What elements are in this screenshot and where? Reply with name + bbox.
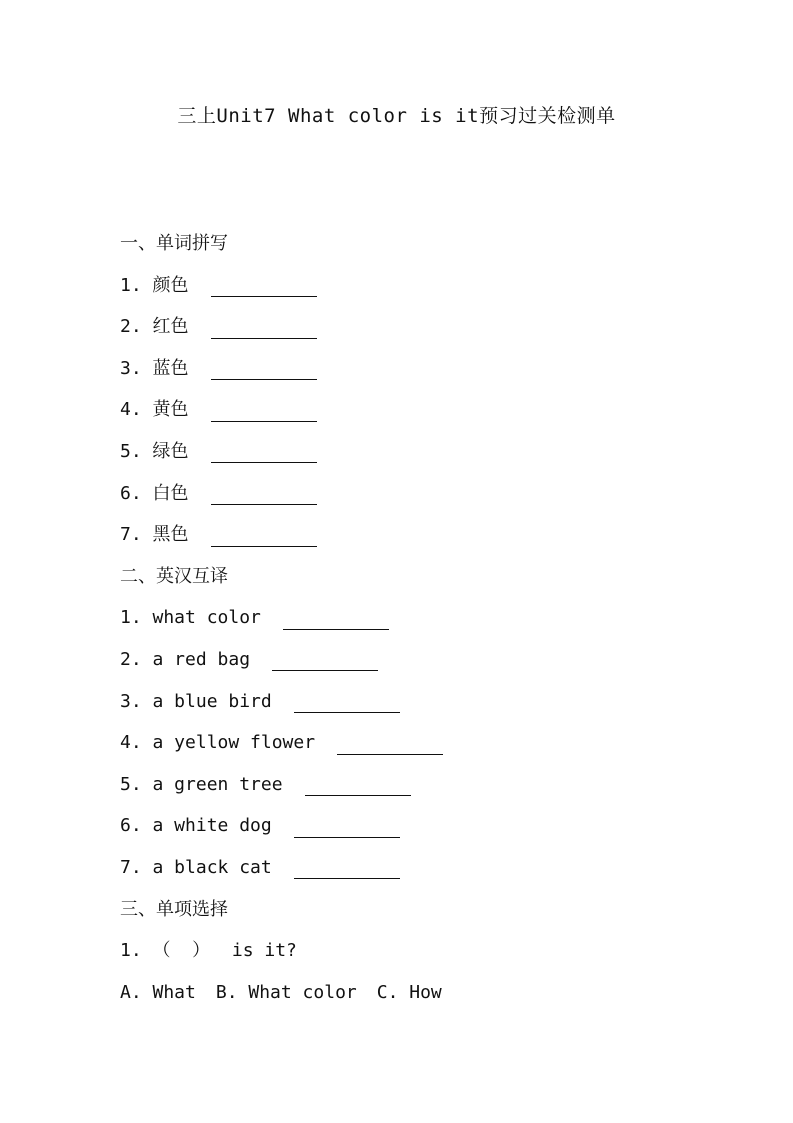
translation-item — [120, 681, 740, 723]
translation-item — [120, 722, 740, 764]
translation-item-text: 5. a green tree — [120, 773, 283, 795]
section-heading-multiple-choice: 三、单项选择 — [120, 898, 228, 920]
answer-blank[interactable] — [211, 399, 317, 422]
answer-blank[interactable] — [211, 316, 317, 339]
translation-item — [120, 764, 740, 806]
answer-blank[interactable] — [305, 773, 411, 796]
answer-blank[interactable] — [211, 274, 317, 297]
section-heading-translation: 二、英汉互译 — [120, 565, 228, 587]
answer-blank[interactable] — [294, 690, 400, 713]
spelling-item — [120, 306, 740, 348]
spelling-item — [120, 514, 740, 556]
answer-blank[interactable] — [283, 607, 389, 630]
spelling-item-text: 3. 蓝色 — [120, 357, 189, 379]
translation-item — [120, 639, 740, 681]
spelling-item-text: 5. 绿色 — [120, 440, 189, 462]
translation-item-text: 1. what color — [120, 607, 261, 629]
spelling-item — [120, 265, 740, 307]
answer-blank[interactable] — [337, 732, 443, 755]
translation-item-text: 6. a white dog — [120, 815, 272, 837]
spelling-item-text: 7. 黑色 — [120, 524, 189, 546]
choice-question: 1. （ ） is it? — [120, 940, 297, 962]
translation-item-text: 3. a blue bird — [120, 690, 272, 712]
translation-item — [120, 805, 740, 847]
spelling-item-text: 2. 红色 — [120, 316, 189, 338]
spelling-item — [120, 473, 740, 515]
option-b[interactable]: B. What color — [215, 981, 357, 1003]
answer-blank[interactable] — [294, 856, 400, 879]
answer-blank[interactable] — [211, 482, 317, 505]
spelling-item — [120, 389, 740, 431]
spelling-item-text: 6. 白色 — [120, 482, 189, 504]
answer-blank[interactable] — [272, 648, 378, 671]
option-a[interactable]: A. What — [120, 981, 196, 1003]
translation-item-text: 2. a red bag — [120, 648, 251, 670]
spelling-item — [120, 348, 740, 390]
choice-options — [120, 972, 740, 1014]
section-heading-spelling: 一、单词拼写 — [120, 233, 228, 254]
page-title: 三上Unit7 What color is it预习过关检测单 — [177, 105, 616, 127]
translation-item-text: 4. a yellow flower — [120, 732, 316, 754]
spelling-item-text: 4. 黄色 — [120, 399, 189, 421]
answer-blank[interactable] — [211, 357, 317, 380]
translation-item-text: 7. a black cat — [120, 856, 272, 878]
translation-item — [120, 847, 740, 889]
option-c[interactable]: C. How — [376, 981, 442, 1003]
answer-blank[interactable] — [211, 524, 317, 547]
answer-blank[interactable] — [211, 440, 317, 463]
spelling-item — [120, 431, 740, 473]
spelling-item-text: 1. 颜色 — [120, 274, 189, 296]
answer-blank[interactable] — [294, 815, 400, 838]
worksheet-content — [120, 223, 740, 1013]
translation-item — [120, 597, 740, 639]
